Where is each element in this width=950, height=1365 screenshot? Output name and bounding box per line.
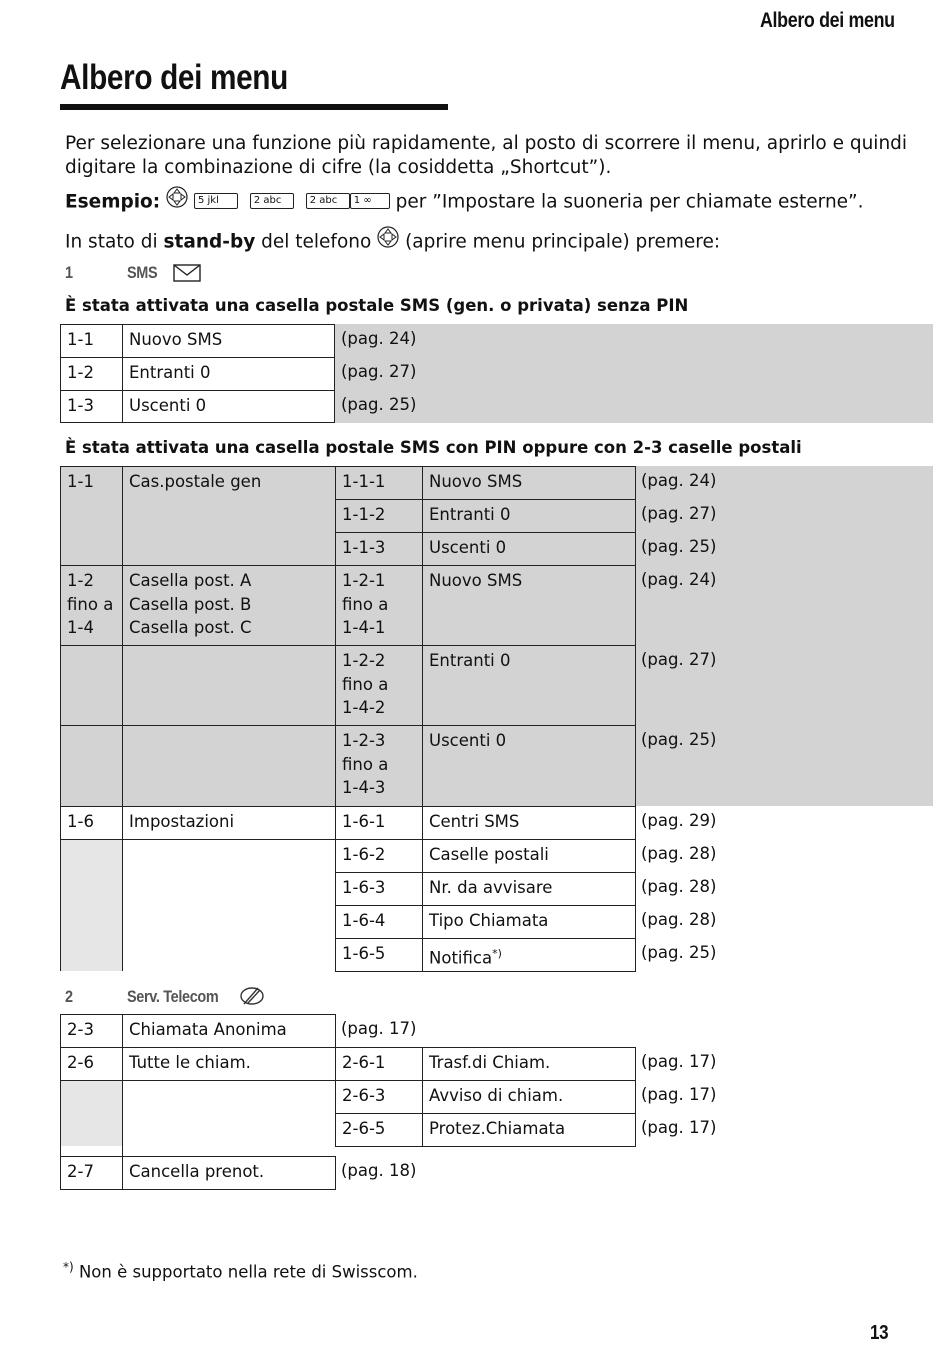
page-number: 13: [870, 1322, 889, 1344]
table-cell: 2-6-1: [335, 1047, 423, 1081]
cell-line: 1-2-2: [342, 651, 386, 670]
footnote: [63, 1260, 418, 1282]
title-underline: [60, 104, 448, 110]
cell-line: fino a: [342, 674, 389, 694]
table-cell: 1-1: [60, 324, 123, 358]
cell-text: Notifica: [429, 948, 493, 968]
cell-line: 1-2-1: [342, 571, 386, 590]
table-cell: Centri SMS: [422, 806, 636, 840]
table-cell: Nuovo SMS: [422, 466, 636, 500]
table-cell: 1-1-3: [335, 532, 423, 566]
table-cell: 1-6: [60, 806, 123, 840]
cell-line: Casella post. B: [129, 594, 252, 614]
table-cell: Entranti 0: [422, 499, 636, 533]
table-cell: 1-6-5: [335, 938, 423, 972]
table-cell: [60, 725, 123, 807]
table-cell: Protez.Chiamata: [422, 1113, 636, 1147]
table-cell: (pag. 27): [341, 362, 417, 381]
cell-line: 1-2-3: [342, 731, 386, 750]
table-cell: 2-6: [60, 1047, 123, 1081]
table-cell: 2-6-5: [335, 1113, 423, 1147]
table-cell: (pag. 17): [341, 1019, 417, 1038]
table-left-border: [60, 1080, 61, 1157]
table2-light-bg: [60, 839, 123, 971]
table-cell: (pag. 27): [641, 504, 717, 523]
cell-line: fino a: [342, 594, 389, 614]
table-cell: 1-3: [60, 390, 123, 423]
table-cell: [122, 725, 336, 807]
table-cell: Tutte le chiam.: [122, 1047, 336, 1081]
table-cell: Uscenti 0: [422, 532, 636, 566]
table-col-divider: [122, 839, 123, 971]
table-cell: [335, 645, 423, 726]
footnote-marker: *): [63, 1260, 74, 1274]
table-cell: (pag. 25): [341, 395, 417, 414]
table-cell: [60, 645, 123, 726]
table-cell: (pag. 28): [641, 844, 717, 863]
section-1-label: SMS: [127, 263, 158, 282]
table-cell: Avviso di chiam.: [422, 1080, 636, 1114]
envelope-icon: [173, 264, 201, 286]
table-cell: Nuovo SMS: [122, 324, 335, 358]
table-cell: 1-6-4: [335, 905, 423, 939]
table-cell: [122, 645, 336, 726]
table-cell: (pag. 28): [641, 877, 717, 896]
table-cell: (pag. 25): [641, 730, 717, 749]
table-cell: 1-1-2: [335, 499, 423, 533]
table-cell: 2-6-3: [335, 1080, 423, 1114]
table3-light-bg: [60, 1080, 123, 1146]
example-label: Esempio:: [65, 191, 161, 213]
section-2-label: Serv. Telecom: [127, 987, 219, 1006]
telecom-service-icon: [238, 985, 266, 1011]
table-cell: Entranti 0: [122, 357, 335, 391]
table-cell: 2-7: [60, 1156, 123, 1190]
table-cell: 1-6-1: [335, 806, 423, 840]
table-cell: [335, 565, 423, 646]
key-2-icon: 2 abc: [306, 193, 350, 209]
footnote-text: Non è supportato nella rete di Swisscom.: [78, 1262, 418, 1282]
cell-line: fino a: [342, 754, 389, 774]
table-cell: Impostazioni: [122, 806, 336, 840]
table-cell: (pag. 17): [641, 1085, 717, 1104]
table-col-divider: [122, 1080, 123, 1157]
cell-line: 1-4: [67, 618, 94, 637]
table-cell: (pag. 24): [641, 471, 717, 490]
page-title: Albero dei menu: [60, 58, 288, 97]
table-cell: (pag. 18): [341, 1161, 417, 1180]
cell-line: fino a: [67, 594, 114, 614]
table-cell: [335, 725, 423, 807]
table-left-border: [60, 839, 61, 971]
table-cell: Caselle postali: [422, 839, 636, 873]
cell-line: 1-4-3: [342, 778, 386, 797]
table-cell: Cancella prenot.: [122, 1156, 336, 1190]
table-cell: (pag. 25): [641, 943, 717, 962]
cell-line: 1-4-1: [342, 618, 386, 637]
table-cell: 2-3: [60, 1014, 123, 1048]
nav-key-icon: [166, 186, 188, 215]
standby-text-post: (aprire menu principale) premere:: [399, 231, 721, 253]
cell-line: 1-4-2: [342, 698, 386, 717]
table-cell: (pag. 27): [641, 650, 717, 669]
table-cell: 1-1: [60, 466, 123, 566]
footnote-marker: *): [492, 947, 502, 960]
table-cell: [422, 938, 636, 972]
subheading-with-pin: È stata attivata una casella postale SMS con PIN oppure con 2-3 caselle postali: [65, 438, 802, 457]
standby-text-pre: In stato di: [65, 231, 164, 253]
table-cell: Chiamata Anonima: [122, 1014, 336, 1048]
section-1-number: 1: [65, 263, 73, 282]
table-cell: Cas.postale gen: [122, 466, 336, 566]
key-5-icon: 5 jkl: [194, 193, 238, 209]
cell-line: Casella post. C: [129, 618, 252, 637]
table-cell: [60, 565, 123, 646]
table-cell: 1-1-1: [335, 466, 423, 500]
table-cell: (pag. 17): [641, 1118, 717, 1137]
section-2-number: 2: [65, 987, 73, 1006]
cell-line: Casella post. A: [129, 571, 252, 590]
standby-bold: stand-by: [163, 231, 256, 253]
table-cell: 1-6-2: [335, 839, 423, 873]
example-line: [65, 188, 864, 217]
example-text: per ”Impostare la suoneria per chiamate esterne”.: [395, 191, 864, 213]
intro-line-1: Per selezionare una funzione più rapidamente, al posto di scorrere il menu, aprirlo e quindi: [65, 133, 908, 154]
table-cell: (pag. 28): [641, 910, 717, 929]
subheading-no-pin: È stata attivata una casella postale SMS (gen. o privata) senza PIN: [65, 296, 689, 315]
table-cell: [122, 565, 336, 646]
table-cell: 1-6-3: [335, 872, 423, 906]
table-cell: Nr. da avvisare: [422, 872, 636, 906]
standby-line: [65, 228, 720, 257]
table-cell: (pag. 17): [641, 1052, 717, 1071]
intro-line-2: digitare la combinazione di cifre (la cosiddetta „Shortcut”).: [65, 157, 612, 178]
table-cell: Entranti 0: [422, 645, 636, 726]
nav-key-icon: [377, 226, 399, 255]
table-cell: 1-2: [60, 357, 123, 391]
table-cell: (pag. 24): [341, 329, 417, 348]
table-cell: (pag. 24): [641, 570, 717, 589]
cell-line: 1-2: [67, 571, 94, 590]
table-cell: Tipo Chiamata: [422, 905, 636, 939]
table-cell: (pag. 29): [641, 811, 717, 830]
key-1-icon: 1 ∞: [350, 193, 390, 209]
table-cell: Uscenti 0: [422, 725, 636, 807]
standby-text-mid: del telefono: [255, 231, 378, 253]
table-cell: Uscenti 0: [122, 390, 335, 423]
key-2-icon: 2 abc: [250, 193, 294, 209]
table-cell: Trasf.di Chiam.: [422, 1047, 636, 1081]
table-cell: (pag. 25): [641, 537, 717, 556]
running-header: Albero dei menu: [760, 9, 895, 32]
table-cell: Nuovo SMS: [422, 565, 636, 646]
